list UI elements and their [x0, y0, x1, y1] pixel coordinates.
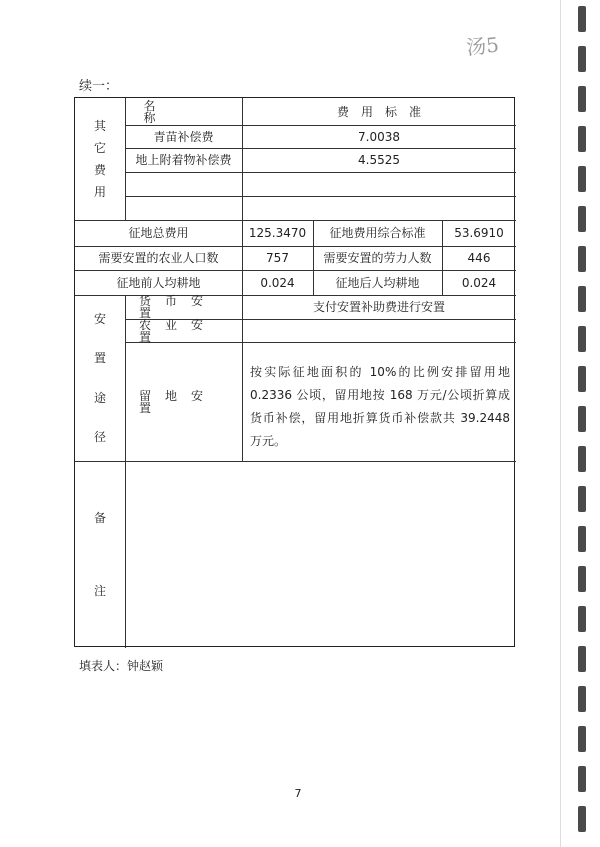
total-fee-label: 征地总费用 [128, 226, 189, 240]
filler-label: 填表人：钟赵颖 [79, 659, 164, 673]
binding-ring [578, 486, 586, 512]
other-fees-section-label: 其 它 费 用 [93, 119, 106, 199]
standard-column-header: 费用标准 [336, 104, 433, 119]
resettlement-method-cell: 货币安置 [139, 294, 218, 320]
resettlement-method-cell: 留地安置 [139, 388, 218, 415]
binding-ring [578, 366, 586, 392]
binding-ring [578, 286, 586, 312]
resettlement-method-cell: 农业安置 [139, 317, 218, 344]
name-column-header: 名 称 [143, 98, 246, 125]
binding-ring [578, 6, 586, 32]
resettlement-section-label: 安 置 途 径 [93, 311, 106, 445]
binding-ring [578, 326, 586, 352]
agri-population-value: 757 [266, 251, 289, 265]
continuation-label: 续一： [79, 79, 119, 94]
resettlement-detail-paragraph: 按实际征地面积的 10%的比例安排留用地 0.2336 公顷，留用地按 168 万元/公顷折算成货币补偿，留用地折算货币补偿款共 39.2448 万元。 [250, 365, 510, 448]
remarks-content [125, 461, 516, 648]
before-per-capita-label: 征地前人均耕地 [116, 275, 201, 290]
handwritten-mark: 汤5 [464, 32, 501, 60]
binding-ring [578, 606, 586, 632]
binding-ring [578, 526, 586, 552]
fee-value-cell: 4.5525 [358, 153, 400, 167]
remarks-label: 备 注 [93, 510, 106, 599]
composite-standard-value: 53.6910 [454, 226, 504, 240]
fee-value-cell: 7.0038 [358, 129, 400, 144]
after-per-capita-label: 征地后人均耕地 [335, 275, 420, 290]
total-fee-value: 125.3470 [248, 226, 307, 240]
fee-value-cell [242, 196, 516, 220]
binding-ring [578, 646, 586, 672]
binding-ring [578, 806, 586, 832]
binding-ring [578, 86, 586, 112]
composite-standard-label: 征地费用综合标准 [329, 226, 426, 240]
binding-ring [578, 246, 586, 272]
binding-ring [578, 566, 586, 592]
binding-ring [578, 726, 586, 752]
labor-count-value: 446 [467, 251, 491, 265]
land-acquisition-form [74, 97, 515, 647]
binding-ring [578, 686, 586, 712]
fee-name-cell: 地上附着物补偿费 [135, 153, 232, 167]
binding-ring [578, 166, 586, 192]
fee-value-cell [242, 172, 516, 196]
after-per-capita-value: 0.024 [461, 275, 497, 290]
binding-ring [578, 766, 586, 792]
fee-name-cell: 青苗补偿费 [153, 129, 214, 144]
labor-count-label: 需要安置的劳力人数 [323, 251, 432, 265]
binding-ring [578, 446, 586, 472]
resettlement-detail-cell [242, 319, 516, 342]
binding-ring [578, 46, 586, 72]
binding-ring [578, 406, 586, 432]
fee-name-cell [125, 196, 242, 220]
resettlement-detail-cell: 支付安置补助费进行安置 [312, 300, 445, 314]
binding-ring [578, 126, 586, 152]
page-number: 7 [294, 787, 302, 800]
agri-population-label: 需要安置的农业人口数 [98, 251, 219, 265]
fee-name-cell [125, 172, 242, 196]
binding-ring [578, 206, 586, 232]
before-per-capita-value: 0.024 [260, 275, 295, 290]
